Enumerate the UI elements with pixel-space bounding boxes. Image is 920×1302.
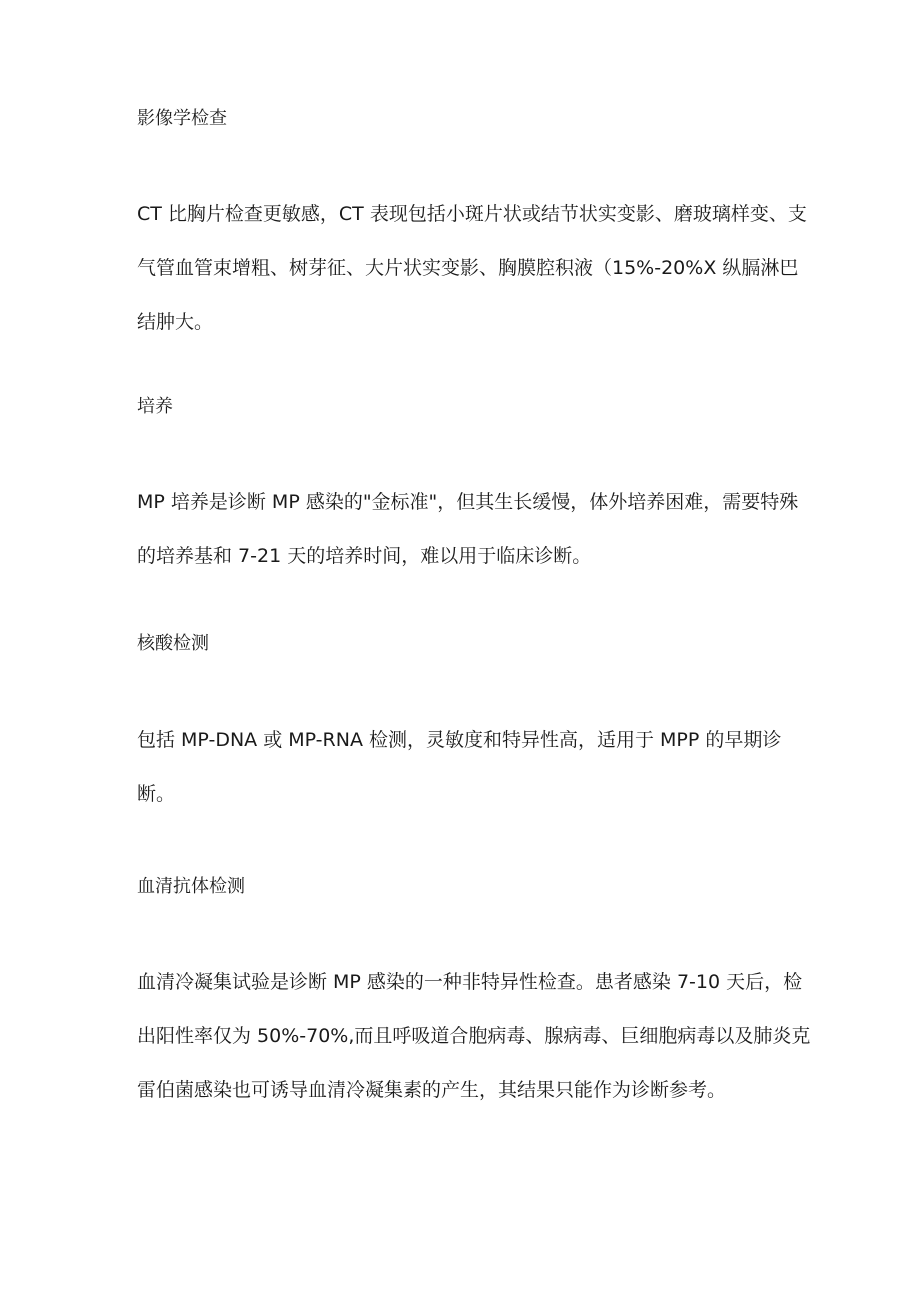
paragraph-line: 血清冷凝集试验是诊断 MP 感染的一种非特异性检查。患者感染 7-10 天后，检 [137, 971, 803, 993]
paragraph-line: 气管血管束增粗、树芽征、大片状实变影、胸膜腔积液（15%-20%X 纵膈淋巴 [137, 257, 799, 279]
section-paragraph-serum-antibody [137, 955, 811, 1117]
section-heading-nucleic-acid: 核酸检测 [137, 633, 209, 654]
section-heading-culture: 培养 [137, 396, 173, 417]
paragraph-line: 的培养基和 7-21 天的培养时间，难以用于临床诊断。 [137, 545, 592, 567]
section-paragraph-imaging [137, 187, 807, 349]
paragraph-line: 出阳性率仅为 50%-70%,而且呼吸道合胞病毒、腺病毒、巨细胞病毒以及肺炎克 [137, 1025, 811, 1047]
section-heading-serum-antibody: 血清抗体检测 [137, 876, 245, 897]
paragraph-line: MP 培养是诊断 MP 感染的"金标准"，但其生长缓慢，体外培养困难，需要特殊 [137, 491, 799, 513]
paragraph-line: 包括 MP-DNA 或 MP-RNA 检测，灵敏度和特异性高，适用于 MPP 的早期诊 [137, 729, 782, 751]
paragraph-line: 雷伯菌感染也可诱导血清冷凝集素的产生，其结果只能作为诊断参考。 [137, 1079, 727, 1101]
section-paragraph-nucleic-acid [137, 713, 787, 821]
section-paragraph-culture [137, 475, 799, 583]
section-heading-imaging: 影像学检查 [137, 108, 227, 129]
paragraph-line: 结肿大。 [137, 311, 214, 333]
paragraph-line: 断。 [137, 783, 176, 805]
paragraph-line: CT 比胸片检查更敏感，CT 表现包括小斑片状或结节状实变影、磨玻璃样变、支 [137, 203, 807, 225]
